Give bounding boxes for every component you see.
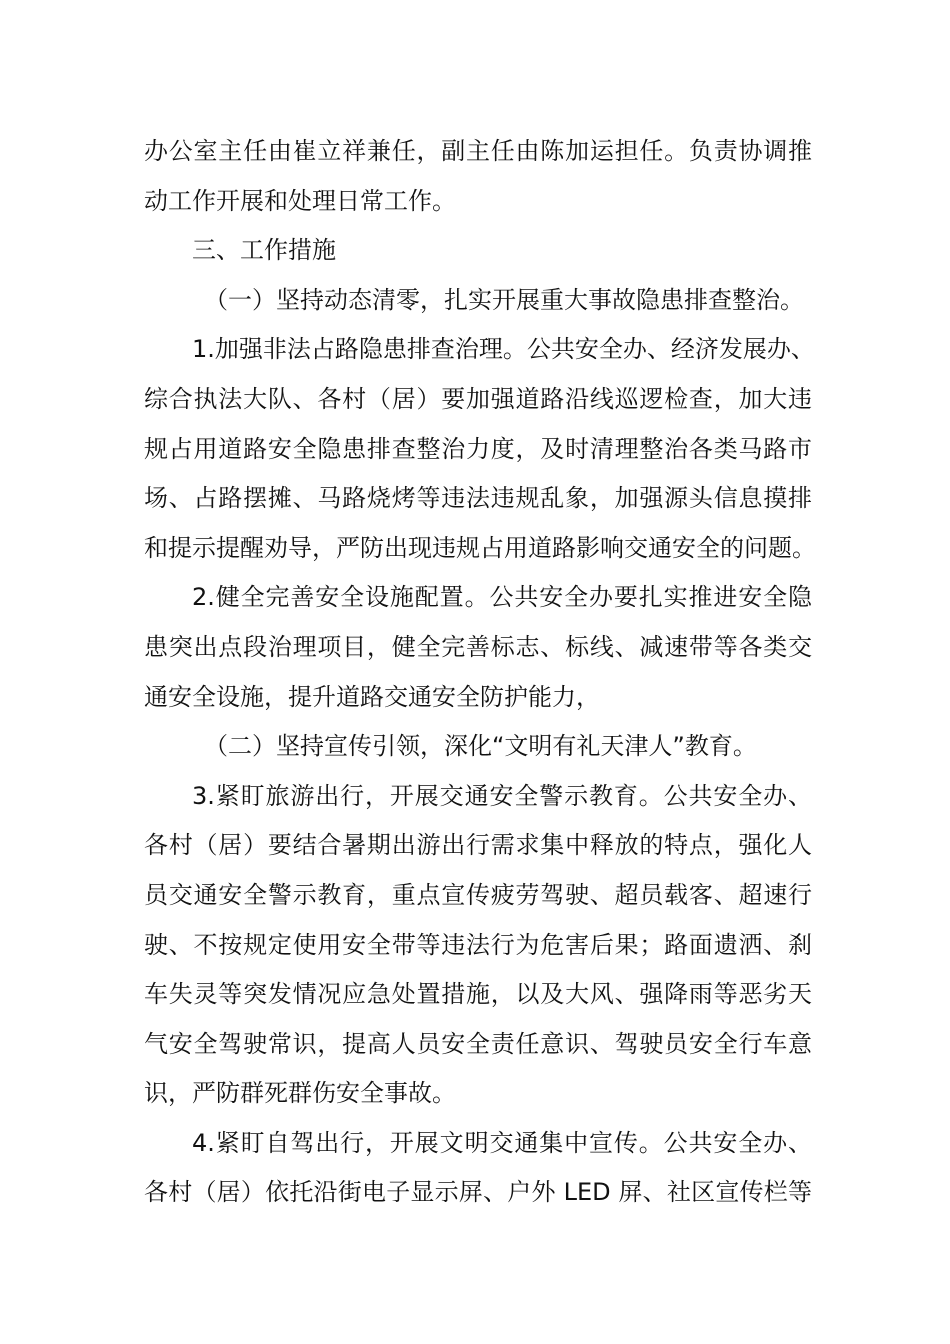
paragraph-line: 患突出点段治理项目，健全完善标志、标线、减速带等各类交 — [144, 632, 812, 661]
paragraph-line: 和提示提醒劝导，严防出现违规占用道路影响交通安全的问题。 — [144, 533, 816, 562]
paragraph-line: 识，严防群死群伤安全事故。 — [144, 1079, 456, 1108]
subsection-heading: （二）坚持宣传引领，深化“文明有礼天津人”教育。 — [204, 732, 757, 761]
paragraph-line: 3.紧盯旅游出行，开展交通安全警示教育。公共安全办、 — [192, 781, 812, 810]
paragraph-line: 车失灵等突发情况应急处置措施，以及大风、强降雨等恶劣天 — [144, 980, 812, 1009]
paragraph-line: 驶、不按规定使用安全带等违法行为危害后果；路面遗洒、刹 — [144, 930, 812, 959]
paragraph-line: 1.加强非法占路隐患排查治理。公共安全办、经济发展办、 — [192, 335, 815, 364]
paragraph-line: 各村（居）依托沿街电子显示屏、户外 LED 屏、社区宣传栏等 — [144, 1178, 812, 1207]
section-heading: 三、工作措施 — [192, 236, 336, 265]
paragraph-line: 4.紧盯自驾出行，开展文明交通集中宣传。公共安全办、 — [192, 1128, 812, 1157]
paragraph-line: 气安全驾驶常识，提高人员安全责任意识、驾驶员安全行车意 — [144, 1029, 812, 1058]
paragraph-line: 办公室主任由崔立祥兼任，副主任由陈加运担任。负责协调推 — [144, 137, 812, 165]
paragraph-line: 场、占路摆摊、马路烧烤等违法违规乱象，加强源头信息摸排 — [144, 484, 812, 513]
paragraph-line: 员交通安全警示教育，重点宣传疲劳驾驶、超员载客、超速行 — [144, 880, 812, 909]
paragraph-line: 动工作开展和处理日常工作。 — [144, 186, 456, 215]
paragraph-line: 综合执法大队、各村（居）要加强道路沿线巡逻检查，加大违 — [144, 384, 812, 413]
paragraph-line: 2.健全完善安全设施配置。公共安全办要扎实推进安全隐 — [192, 583, 812, 612]
paragraph-line: 通安全设施，提升道路交通安全防护能力， — [144, 682, 600, 711]
paragraph-line: 规占用道路安全隐患排查整治力度，及时清理整治各类马路市 — [144, 434, 812, 463]
paragraph-line: 各村（居）要结合暑期出游出行需求集中释放的特点，强化人 — [144, 831, 812, 860]
subsection-heading: （一）坚持动态清零，扎实开展重大事故隐患排查整治。 — [204, 285, 804, 314]
document-body — [144, 127, 816, 1218]
